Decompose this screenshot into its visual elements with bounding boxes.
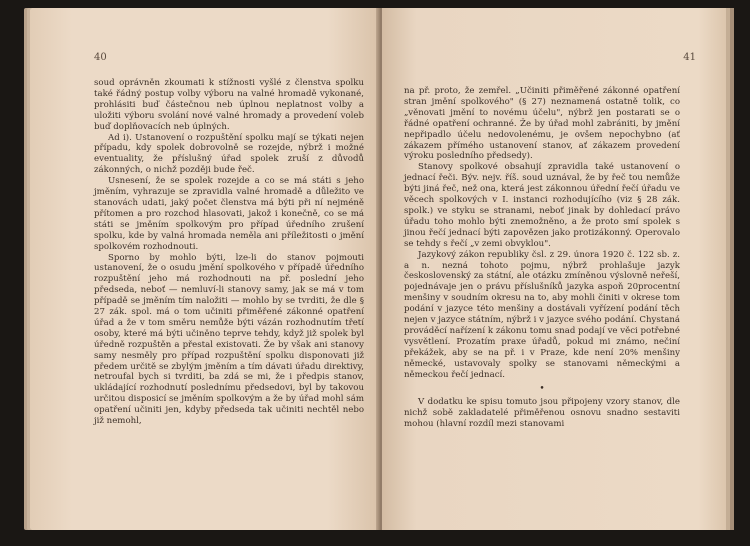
paragraph: Usnesení, že se spolek rozejde a co se má státi s jeho jměním, vyhrazuje se zpravidla valné hromadě a důležito ve stanovách udati, jaký počet členstva má býti při ní nejméně přítomen a pro rozchod hlasovati, jakož i konečně, co se má státi se jměním spolkovým pro případ úředního zrušení spolku, kde by valná hromada neměla ani příležitosti o jmění spolkovém rozhodnouti. — [94, 176, 364, 252]
left-page — [30, 8, 380, 530]
paragraph: Ad i). Ustanovení o rozpuštění spolku mají se týkati nejen případu, kdy spolek dobrovolně se rozejde, nýbrž i možné eventuality, že příslušný úřad spolek zruší z důvodů zákonných, o nichž později bude řeč. — [94, 132, 364, 176]
paragraph: soud oprávněn zkoumati k stížnosti vyšlé z členstva spolku také řádný postup volby výboru na valné hromadě vykonané, prohlásiti buď částečnou neb úplnou neplatnost volby a uložiti výboru svolání nové valné hromady a provedení voleb buď doplňovacích neb úplných. — [94, 78, 364, 132]
paragraph: Sporno by mohlo býti, lze-li do stanov pojmouti ustanovení, že o osudu jmění spolkového v případě úředního rozpuštění jeho má rozhodnouti na př. poslední jeho předseda, neboť — nemluví-li stanovy samy, jak se má v tom případě se jměním tím naložiti — mohlo by se tvrditi, že dle § 27 zák. spol. má o tom učiniti přiměřené zákonné opatření úřad a že v tom směru nemůže býti vázán rozhodnutím třetí osoby, které má býti učiněno teprve tehdy, když již spolek byl úředně rozpuštěn a přestal existovati. Že by však ani stanovy samy nesměly pro případ rozpuštění spolku disponovati již předem určitě se zbylým jměním a tím dávati úřadu direktivy, netroufal bych si tvrditi, ba zdá se mi, že i předpis stanov, ukládající rozhodnutí poslednímu předsedovi, byl by takovou určitou disposicí se jměním spolkovým a že by úřad mohl sám opatření učiniti jen, kdyby předseda tak učiniti nechtěl nebo již nemohl, — [94, 252, 364, 427]
paragraph: Jazykový zákon republiky čsl. z 29. února 1920 č. 122 sb. z. a n. nezná tohoto pojmu, nýbrž prohlašuje jazyk československý za státní, ale otázku zmíněnou výslovně neřeší, pojednávaje jen o právu příslušníků jazyka aspoň 20procentní menšiny v soudním okresu na to, aby mohli činiti v okrese tom podání v jazyce této menšiny a dostávali vyřízení podání těch nejen v jazyce státním, nýbrž i v jazyce svého podání. Chystaná prováděcí nařízení k zákonu tomu snad podají ve věci potřebné vysvětlení. Prozatím praxe úřadů, pokud mi známo, nečiní překážek, aby se na př. i v Praze, kde není 20% menšiny německé, ustavovaly spolky se stanovami německými a německou řečí jednací. — [404, 249, 680, 380]
right-page — [382, 8, 726, 530]
right-page-text — [404, 86, 680, 430]
paragraph: V dodatku ke spisu tomuto jsou připojeny vzory stanov, dle nichž sobě zakladatelé přiměřenou osnovu snadno sestaviti mohou (hlavní rozdíl mezi stanovami — [404, 397, 680, 430]
paragraph: na př. proto, že zemřel. „Učiniti přiměřené zákonné opatření stran jmění spolkového" (§ 27) neznamená ostatně tolik, co „věnovati jmění to novému účelu", nýbrž jen postarati se o řádné opatření ochranné. Že by úřad mohl zabrániti, by jmění nepřipadlo účelu nedovolenému, je ovšem nepochybno (ať zákazem přímého ustanovení stanov, ať zákazem provedení výroku posledního předsedy). — [404, 86, 680, 162]
section-separator: • — [539, 384, 545, 395]
open-book — [6, 4, 742, 540]
paragraph: Stanovy spolkové obsahují zpravidla také ustanovení o jednací řeči. Býv. nejv. říš. soud uznával, že by řeč tou nemůže býti jiná řeč, než ona, která jest zákonnou úřední řečí úřadu ve věcech spolkových v I. instanci rozhodujícího (viz § 28 zák. spolk.) ve styku se stranami, neboť jinak by dohledací právo úřadu toho mohlo býti znemožněno, a že proto smí spolek s jinou řečí jednací býti zapovězen jako protizákonný. Operovalo se tehdy s řečí „v zemi obvyklou". — [404, 162, 680, 249]
left-page-text — [94, 78, 364, 427]
page-number-right: 41 — [683, 52, 696, 63]
page-number-left: 40 — [94, 52, 107, 63]
